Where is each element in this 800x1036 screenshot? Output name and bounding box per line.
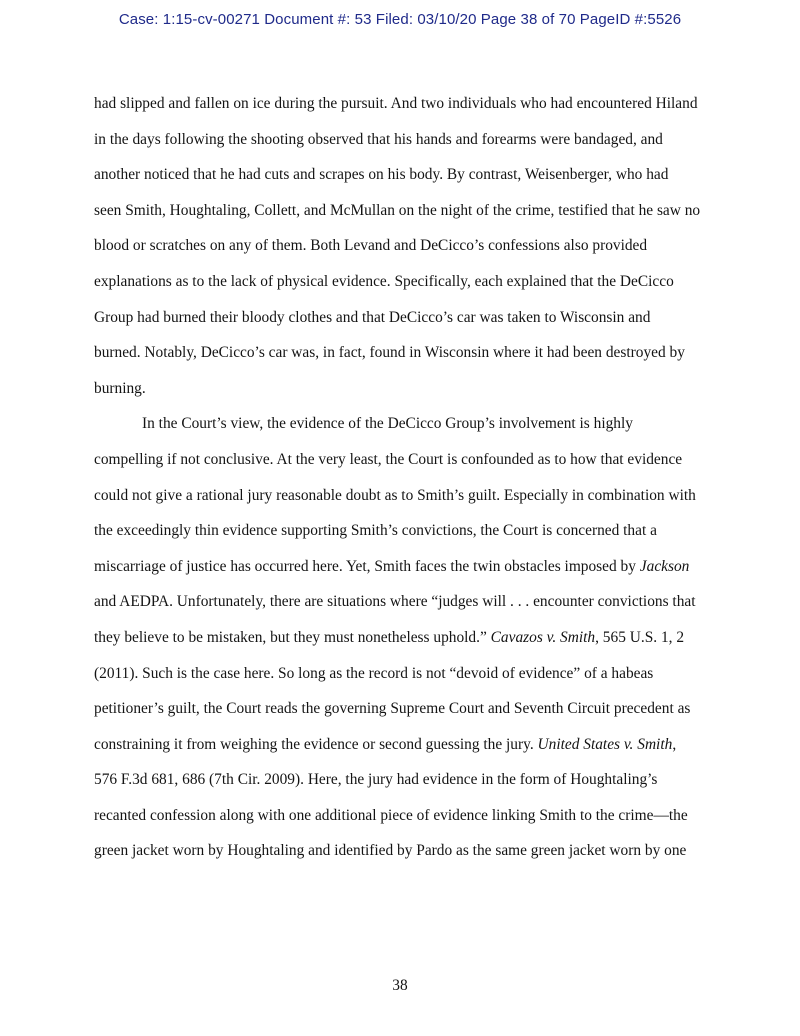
body-line: recanted confession along with one additional piece of evidence linking Smith to the crime—the <box>94 806 688 824</box>
body-line <box>94 733 734 769</box>
body-line: burning. <box>94 379 146 397</box>
body-line <box>94 626 734 662</box>
body-line: could not give a rational jury reasonable doubt as to Smith’s guilt. Especially in combination with <box>94 486 696 504</box>
body-line: 576 F.3d 681, 686 (7th Cir. 2009). Here, the jury had evidence in the form of Houghtaling’s <box>94 771 658 789</box>
line-text: constraining it from weighing the evidence or second guessing the jury. <box>94 735 538 753</box>
body-line: green jacket worn by Houghtaling and identified by Pardo as the same green jacket worn by one <box>94 842 687 860</box>
body-line: the exceedingly thin evidence supporting Smith’s convictions, the Court is concerned that a <box>94 522 657 540</box>
line-text: , <box>672 735 677 753</box>
case-header: Case: 1:15-cv-00271 Document #: 53 Filed: 03/10/20 Page 38 of 70 PageID #:5526 <box>118 11 682 28</box>
body-line: petitioner’s guilt, the Court reads the governing Supreme Court and Seventh Circuit precedent as <box>94 700 691 718</box>
document-body <box>94 92 734 875</box>
body-line: Group had burned their bloody clothes and that DeCicco’s car was taken to Wisconsin and <box>94 308 651 326</box>
body-line: had slipped and fallen on ice during the pursuit. And two individuals who had encountered Hiland <box>94 95 698 112</box>
body-line <box>94 555 734 591</box>
line-text: they believe to be mistaken, but they must nonetheless uphold.” <box>94 628 491 646</box>
body-line: and AEDPA. Unfortunately, there are situations where “judges will . . . encounter convictions that <box>94 593 696 611</box>
line-text: miscarriage of justice has occurred here. Yet, Smith faces the twin obstacles imposed by <box>94 557 640 575</box>
line-text: , 565 U.S. 1, 2 <box>595 628 685 646</box>
page-number: 38 <box>392 977 408 994</box>
body-line: burned. Notably, DeCicco’s car was, in fact, found in Wisconsin where it had been destroyed by <box>94 344 685 362</box>
body-line: in the days following the shooting observed that his hands and forearms were bandaged, and <box>94 130 663 148</box>
body-line: (2011). Such is the case here. So long as the record is not “devoid of evidence” of a habeas <box>94 664 654 682</box>
case-citation-italic: United States v. Smith <box>537 735 673 753</box>
case-citation-italic: Cavazos v. Smith <box>490 628 596 646</box>
body-line: explanations as to the lack of physical evidence. Specifically, each explained that the DeCicco <box>94 272 674 290</box>
body-line: another noticed that he had cuts and scrapes on his body. By contrast, Weisenberger, who had <box>94 166 669 184</box>
body-line: seen Smith, Houghtaling, Collett, and McMullan on the night of the crime, testified that he saw no <box>94 201 701 219</box>
body-line: blood or scratches on any of them. Both Levand and DeCicco’s confessions also provided <box>94 237 648 255</box>
body-line: compelling if not conclusive. At the very least, the Court is confounded as to how that evidence <box>94 450 683 468</box>
case-citation-italic: Jackson <box>639 557 690 575</box>
paragraph-start-line: In the Court’s view, the evidence of the DeCicco Group’s involvement is highly <box>142 415 633 433</box>
